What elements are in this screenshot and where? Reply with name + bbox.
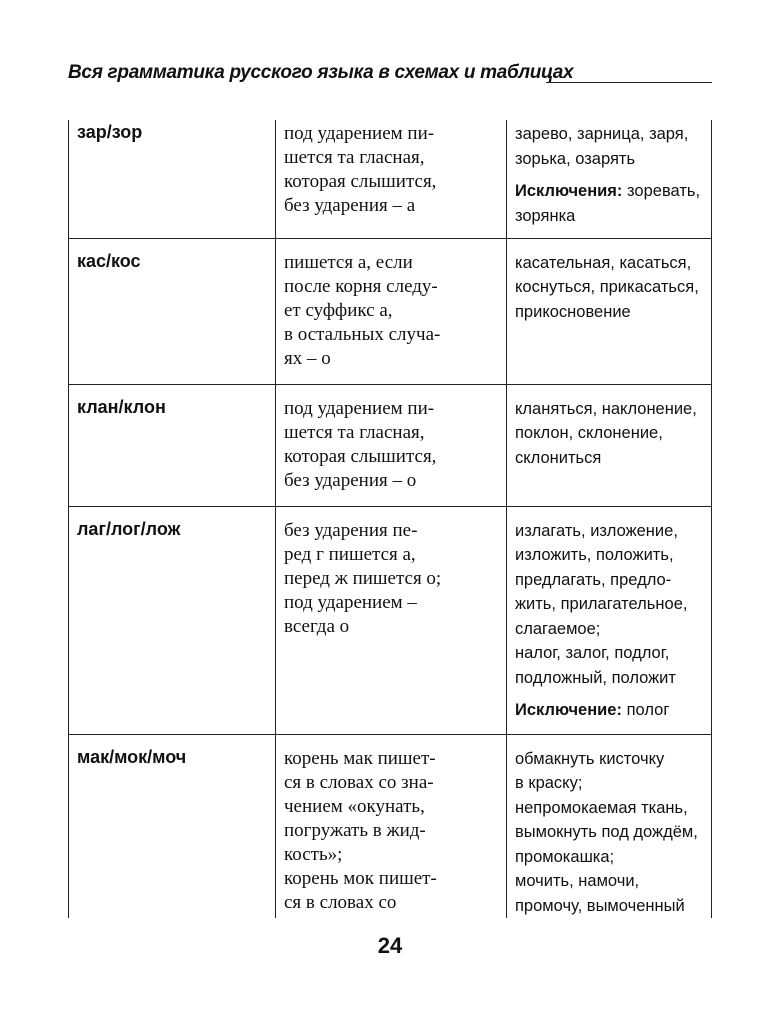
rule-line: шется та гласная,	[284, 147, 425, 168]
rule-cell	[276, 506, 507, 734]
example-line: налог, залог, подлог,	[515, 644, 670, 662]
example-line: касательная, касаться,	[515, 253, 692, 272]
example-line: кланяться, наклонение,	[515, 399, 697, 418]
rule-line: кость»;	[284, 843, 343, 865]
rule-line: которая слышится,	[284, 171, 437, 192]
example-line: промочу, вымоченный	[515, 896, 685, 915]
exception-label: Исключения:	[515, 182, 623, 200]
rule-line: перед ж пишется о;	[284, 567, 442, 589]
rule-line: корень мак пишет-	[284, 747, 436, 769]
exception-block	[515, 179, 707, 228]
example-line: излагать, изложение,	[515, 521, 678, 540]
rule-line: ся в словах со	[284, 891, 397, 913]
running-header	[68, 62, 712, 94]
rule-line: погружать в жид-	[284, 819, 426, 841]
table-row	[69, 238, 712, 384]
example-line: предлагать, предло-	[515, 570, 672, 589]
rule-cell	[276, 734, 507, 918]
rule-line: чением «окунать,	[284, 795, 425, 817]
rule-cell	[276, 238, 507, 384]
table-row	[69, 384, 712, 506]
rule-line: под ударением пи-	[284, 397, 435, 419]
root-cell: кас/кос	[69, 238, 276, 384]
table-row	[69, 120, 712, 238]
page-number: 24	[377, 933, 403, 958]
rule-line: ях – о	[284, 347, 331, 369]
rule-line: после корня следу-	[284, 275, 438, 297]
example-line: изложить, положить,	[515, 546, 674, 564]
exception-block	[515, 698, 707, 723]
example-line: промокашка;	[515, 847, 615, 866]
example-line: в краску;	[515, 774, 583, 792]
rule-line: без ударения – а	[284, 195, 416, 216]
example-line: зарево, зарница, заря,	[515, 125, 689, 143]
example-line: вымокнуть под дождём,	[515, 823, 698, 841]
rule-line: без ударения пе-	[284, 519, 418, 541]
table-row	[69, 506, 712, 734]
exception-line: полог	[626, 701, 670, 719]
root-cell: лаг/лог/лож	[69, 506, 276, 734]
examples-cell	[507, 734, 712, 918]
exception-line: зоревать,	[627, 182, 701, 200]
rules-table	[68, 120, 712, 918]
rule-line: пишется а, если	[284, 251, 413, 273]
example-line: прикосновение	[515, 302, 631, 321]
rule-line: ет суффикс а,	[284, 299, 393, 321]
example-line: склониться	[515, 448, 602, 467]
example-line: зорька, озарять	[515, 149, 636, 168]
example-line: поклон, склонение,	[515, 424, 663, 442]
exception-line: зорянка	[515, 206, 576, 225]
rule-line: шется та гласная,	[284, 421, 425, 443]
examples-cell	[507, 238, 712, 384]
rule-line: без ударения – о	[284, 469, 417, 491]
rule-line: которая слышится,	[284, 445, 437, 467]
example-line: слагаемое;	[515, 619, 601, 638]
rule-line: корень мок пишет-	[284, 867, 437, 889]
rule-line: всегда о	[284, 615, 350, 637]
rule-line: под ударением –	[284, 591, 417, 613]
rule-line: под ударением пи-	[284, 123, 435, 144]
examples-cell	[507, 384, 712, 506]
book-title: Вся грамматика русского языка в схемах и таблицах	[68, 62, 574, 83]
root-cell: зар/зор	[69, 120, 276, 238]
rule-line: ред г пишется а,	[284, 543, 416, 565]
rule-cell	[276, 120, 507, 238]
example-line: жить, прилагательное,	[515, 595, 688, 613]
example-line: обмакнуть кисточку	[515, 749, 665, 768]
example-line: подложный, положит	[515, 668, 676, 687]
example-line: коснуться, прикасаться,	[515, 278, 699, 296]
rule-line: в остальных случа-	[284, 323, 441, 345]
examples-cell	[507, 120, 712, 238]
rule-cell	[276, 384, 507, 506]
root-cell: клан/клон	[69, 384, 276, 506]
header-rule	[546, 82, 712, 83]
examples-cell	[507, 506, 712, 734]
example-line: мочить, намочи,	[515, 872, 640, 890]
root-cell: мак/мок/моч	[69, 734, 276, 918]
rule-line: ся в словах со зна-	[284, 771, 434, 793]
example-line: непромокаемая ткань,	[515, 798, 688, 817]
exception-label: Исключение:	[515, 701, 622, 719]
table-row	[69, 734, 712, 918]
